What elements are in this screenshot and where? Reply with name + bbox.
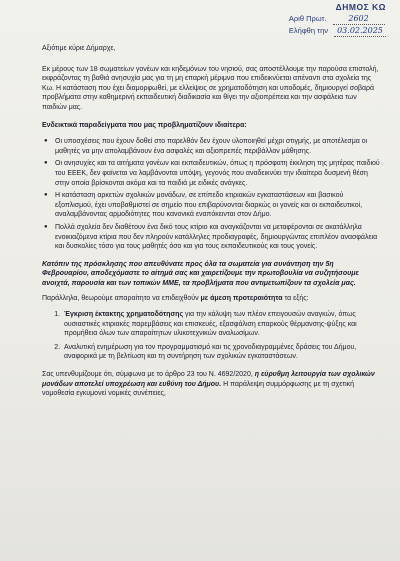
- stamp-office: ΔΗΜΟΣ ΚΩ: [335, 2, 386, 12]
- protocol-stamp: [289, 2, 386, 37]
- examples-list: [42, 137, 380, 252]
- list-item: ● Οι ανησυχίες και τα αιτήματα γονέων και εκπαιδευτικών, όπως η πρόσφατη έκκληση της μητέρας παιδιού του ΕΕΕΚ, δεν φαίνεται να λαμβάνονται υπόψη, γεγονός που αναδεικνύει την ιδιαίτερα δυσμενή θέση στην οποία βρίσκονται ακόμα και τα παιδιά με ειδικές ανάγκες.: [55, 159, 380, 188]
- list-item: [62, 343, 380, 362]
- list-item: ● Οι υποσχέσεις που έχουν δοθεί στο παρελθόν δεν έχουν υλοποιηθεί μέχρι στιγμής, με αποτέλεσμα οι μαθητές να μην απολαμβάνουν ένα ασφαλές και αξιοπρεπές περιβάλλον μάθησης.: [55, 137, 380, 156]
- list-item: [62, 310, 380, 339]
- closing-text: Η παράλειψη συμμόρφωσης με τη σχετική νομοθεσία εγκυμονεί νομικές συνέπειες,: [42, 380, 355, 398]
- greeting: Αξιότιμε κύριε Δήμαρχε,: [42, 45, 116, 52]
- reminder-text-start: Σας υπενθυμίζουμε ότι, σύμφωνα με το άρθρο 23 του Ν. 4692/2020,: [42, 371, 255, 379]
- letter-body: [42, 44, 380, 405]
- demand-text: για την κάλυψη των πλέον επειγουσών αναγκών, όπως ουσιαστικές κτιριακές παρεμβάσεις και επισκευές, εξασφάλιση επαρκούς θέρμανσης-ψύξης και προμήθεια όλων των απαραίτητων υλικοτεχνικών αναλωσίμων.: [64, 311, 357, 338]
- demand-text: Αναλυτική ενημέρωση για τον προγραμματισμό και τις χρονοδιαγραμμένες δράσεις του Δήμου, αναφορικά με τη βελτίωση και τη συντήρηση των σχολικών εγκαταστάσεων.: [64, 343, 357, 361]
- demands-list: [42, 310, 380, 362]
- reminder-paragraph: [42, 370, 380, 399]
- stamp-protocol-label: Αριθ Πρωτ.: [288, 14, 327, 23]
- parallel-text-start: Παράλληλα, θεωρούμε απαραίτητο να επιδειχθούν: [42, 295, 201, 303]
- examples-heading: Ενδεικτικά παραδείγματα που μας προβληματίζουν ιδιαίτερα:: [42, 121, 247, 129]
- list-item: ● Η κατάσταση αρκετών σχολικών μονάδων, σε επίπεδο κτιριακών εγκαταστάσεων και βασικού εξοπλισμού, έχει υποβαθμιστεί σε σημείο που επιβαρύνονται διαρκώς οι γονείς και οι εκπαιδευτικοί, αναλαμβάνοντας αρμοδιότητες που κανονικά εναπόκεινται στον Δήμο.: [55, 191, 380, 220]
- parallel-text-bold: με άμεση προτεραιότητα: [200, 295, 283, 303]
- invitation-paragraph: Κατόπιν της πρόσκλησης που απευθύνατε προς όλα τα σωματεία για συνάντηση την 5η Φεβρουαρίου, αποδεχόμαστε το αίτημά σας και χαιρετίζουμε την πρωτοβουλία να συζητήσουμε ανοιχτά, παρουσία και των τοπικών ΜΜΕ, τα προβλήματα που αντιμετωπίζουν τα σχολεία μας.: [42, 260, 359, 287]
- intro-paragraph: Εκ μέρους των 18 σωματείων γονέων και κηδεμόνων του νησιού, σας αποστέλλουμε την παρούσα επιστολή, εκφράζοντας τη βαθιά ανησυχία μας για τη μη επαρκή μέριμνα που επιδεικνύεται απέναντι στα σχολεία της Κω. Η κατάσταση που έχει διαμορφωθεί, με ελλείψεις σε χρηματοδότηση και υποδομές, δημιουργεί σοβαρά προβλήματα στην καθημερινή εκπαιδευτική διαδικασία και θίγει την αξιοπρέπεια και την ασφάλεια των παιδιών μας.: [42, 65, 379, 111]
- stamp-date-row: [289, 25, 386, 37]
- parallel-paragraph: [42, 294, 380, 304]
- stamp-date-label: Ελήφθη την: [288, 26, 328, 35]
- list-item: ● Πολλά σχολεία δεν διαθέτουν ένα δικό τους κτίριο και αναγκάζονται να μεταφέρονται σε ακατάλληλα ενοικιαζόμενα κτίρια που δεν πληρούν κατάλληλες προδιαγραφές, δημιουργώντας επιπλέον ανασφάλεια και δυσκολίες τόσο για τους μαθητές όσο και για τους εκπαιδευτικούς και τους γονείς.: [55, 223, 380, 252]
- stamp-protocol-value: 2602: [333, 13, 385, 25]
- reminder-text-bold: η εύρυθμη λειτουργία των σχολικών μονάδων αποτελεί υποχρέωση και ευθύνη του Δήμου.: [42, 371, 375, 388]
- stamp-protocol-row: [289, 13, 386, 25]
- stamp-date-value: 03.02.2025: [334, 25, 386, 37]
- demand-bold: Έγκριση έκτακτης χρηματοδότησης: [64, 311, 184, 319]
- parallel-text-end: τα εξής:: [282, 295, 309, 303]
